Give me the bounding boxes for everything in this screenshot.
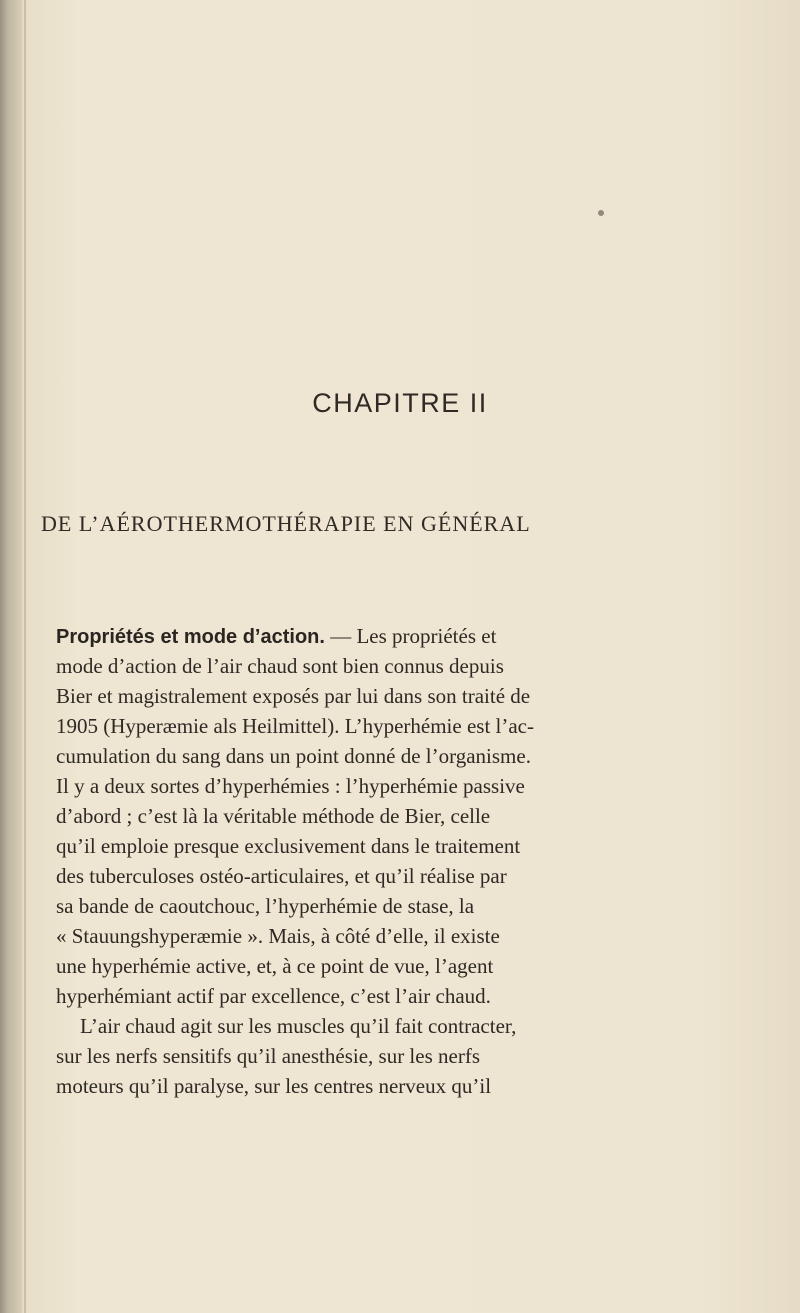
paper-speck	[598, 210, 604, 216]
text-line	[56, 681, 766, 711]
text-line-content: « Stauungshyperæmie ». Mais, à côté d’elle, il existe	[56, 924, 500, 948]
text-line-content: Bier et magistralement exposés par lui dans son traité de	[56, 684, 531, 708]
text-line-content: L’air chaud agit sur les muscles qu’il fait contracter,	[80, 1014, 517, 1038]
text-line-content: cumulation du sang dans un point donné de l’organisme.	[56, 744, 531, 768]
text-line-content: — Les propriétés et	[324, 624, 497, 648]
text-line	[56, 921, 766, 951]
book-binding-edge	[0, 0, 22, 1313]
text-line-content: Il y a deux sortes d’hyperhémies : l’hyperhémie passive	[56, 774, 525, 798]
binding-gutter-line	[24, 0, 26, 1313]
text-line-content: sa bande de caoutchouc, l’hyperhémie de stase, la	[56, 894, 475, 918]
text-line	[56, 951, 766, 981]
text-line-content: qu’il emploie presque exclusivement dans le traitement	[56, 834, 521, 858]
chapter-heading: CHAPITRE II	[312, 388, 488, 418]
text-line	[56, 1011, 766, 1041]
text-line	[56, 621, 766, 651]
text-line	[56, 771, 766, 801]
paragraph-lead: Propriétés et mode d’action.	[56, 626, 325, 648]
text-line	[56, 741, 766, 771]
text-line-content: sur les nerfs sensitifs qu’il anesthésie, sur les nerfs	[56, 1044, 480, 1068]
text-line	[56, 831, 766, 861]
text-line	[56, 651, 766, 681]
text-line	[56, 981, 766, 1011]
text-line-content: mode d’action de l’air chaud sont bien connus depuis	[56, 654, 504, 678]
text-line	[56, 801, 766, 831]
text-line-content: des tuberculoses ostéo-articulaires, et qu’il réalise par	[56, 864, 507, 888]
body-paragraph	[56, 621, 766, 1101]
text-line-content: hyperhémiant actif par excellence, c’est l’air chaud.	[56, 984, 491, 1008]
text-line	[56, 891, 766, 921]
text-line	[56, 711, 766, 741]
text-line-content: une hyperhémie active, et, à ce point de vue, l’agent	[56, 954, 494, 978]
text-line	[56, 1041, 766, 1071]
text-line-content: d’abord ; c’est là la véritable méthode de Bier, celle	[56, 804, 491, 828]
section-title: DE L’AÉROTHERMOTHÉRAPIE EN GÉNÉRAL	[41, 511, 531, 536]
text-line	[56, 861, 766, 891]
text-line	[56, 1071, 766, 1101]
text-line-content: 1905 (Hyperæmie als Heilmittel). L’hyperhémie est l’ac-	[56, 714, 534, 738]
text-line-content: moteurs qu’il paralyse, sur les centres nerveux qu’il	[56, 1074, 492, 1098]
